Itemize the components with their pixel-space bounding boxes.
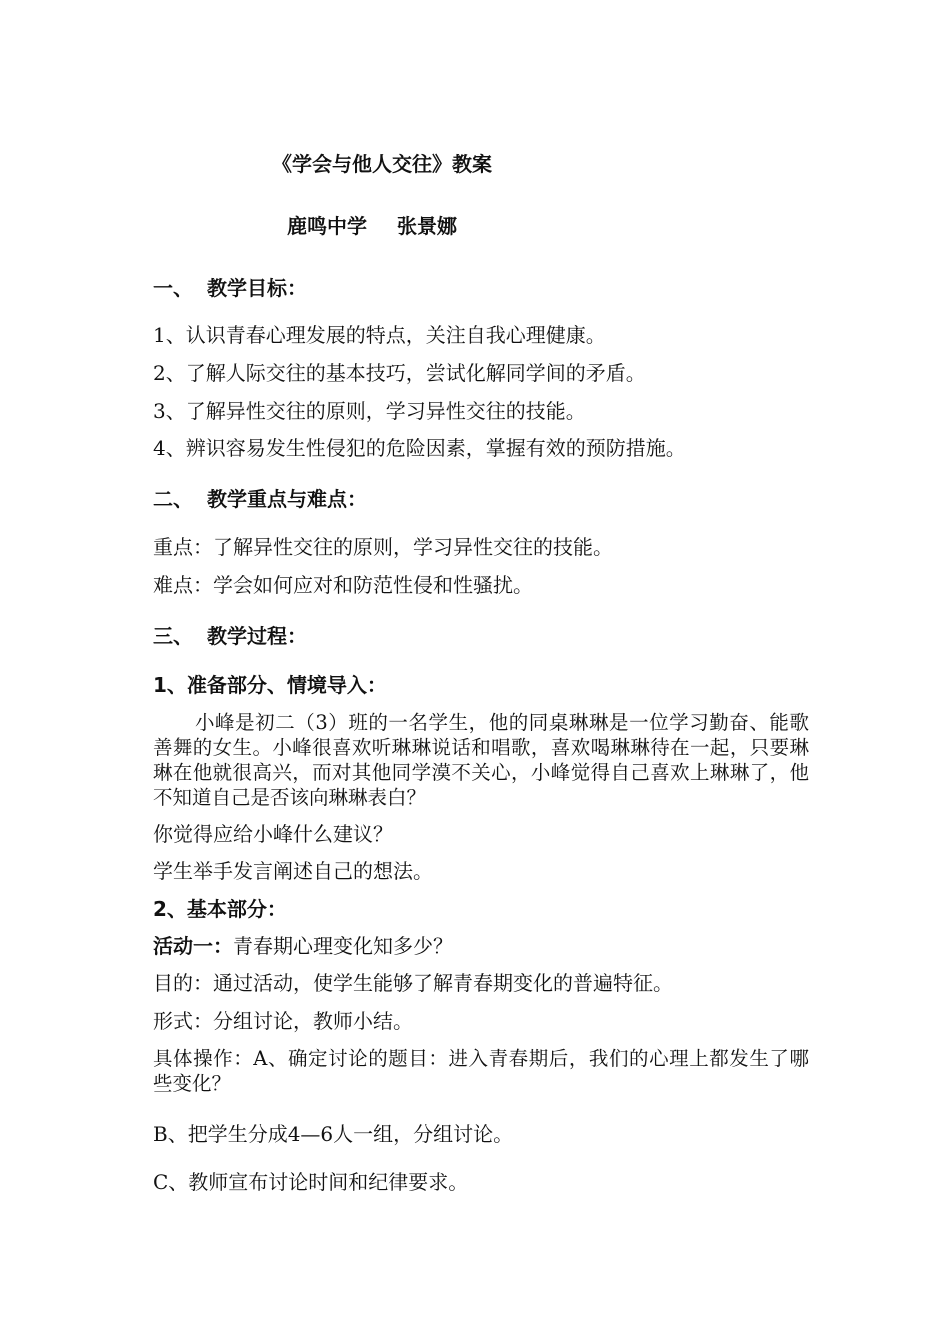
subheading-intro: 1、准备部分、情境导入： <box>153 673 387 697</box>
activity-line <box>153 934 813 959</box>
teacher-name: 张景娜 <box>397 214 457 238</box>
activity-text: 青春期心理变化知多少？ <box>233 934 453 958</box>
list-item: 重点：了解异性交往的原则，学习异性交往的技能。 <box>153 535 613 559</box>
school-name: 鹿鸣中学 <box>287 214 367 238</box>
response-line: 学生举手发言阐述自己的想法。 <box>153 859 433 883</box>
list-item: 4、辨识容易发生性侵犯的危险因素，掌握有效的预防措施。 <box>153 436 686 460</box>
story-paragraph: 小峰是初二（3）班的一名学生，他的同桌琳琳是一位学习勤奋、能歌善舞的女生。小峰很喜欢听琳琳说话和唱歌，喜欢喝琳琳待在一起，只要琳琳在他就很高兴，而对其他同学漠不关心，小峰觉得自己喜欢上琳琳了，他不知道自己是否该向琳琳表白？ <box>153 711 809 809</box>
document-title: 《学会与他人交往》教案 <box>272 152 492 176</box>
step-line: C、教师宣布讨论时间和纪律要求。 <box>153 1170 469 1194</box>
list-item: 3、了解异性交往的原则，学习异性交往的技能。 <box>153 399 586 423</box>
section-heading-keypoints: 二、 教学重点与难点： <box>153 487 367 511</box>
subheading-main: 2、基本部分： <box>153 897 287 921</box>
step-line: B、把学生分成4—6人一组，分组讨论。 <box>153 1122 514 1146</box>
purpose-line: 目的：通过活动，使学生能够了解青春期变化的普遍特征。 <box>153 971 673 995</box>
steps-paragraph: 具体操作：A、确定讨论的题目：进入青春期后，我们的心理上都发生了哪些变化？ <box>153 1047 809 1095</box>
form-line: 形式：分组讨论，教师小结。 <box>153 1009 413 1033</box>
activity-label: 活动一： <box>153 934 233 958</box>
list-item: 2、了解人际交往的基本技巧，尝试化解同学间的矛盾。 <box>153 361 646 385</box>
author-line <box>287 214 947 239</box>
question-line: 你觉得应给小峰什么建议？ <box>153 822 393 846</box>
list-item: 1、认识青春心理发展的特点，关注自我心理健康。 <box>153 323 606 347</box>
section-heading-goals: 一、 教学目标： <box>153 276 307 300</box>
list-item: 难点：学会如何应对和防范性侵和性骚扰。 <box>153 573 533 597</box>
section-heading-process: 三、 教学过程： <box>153 624 307 648</box>
